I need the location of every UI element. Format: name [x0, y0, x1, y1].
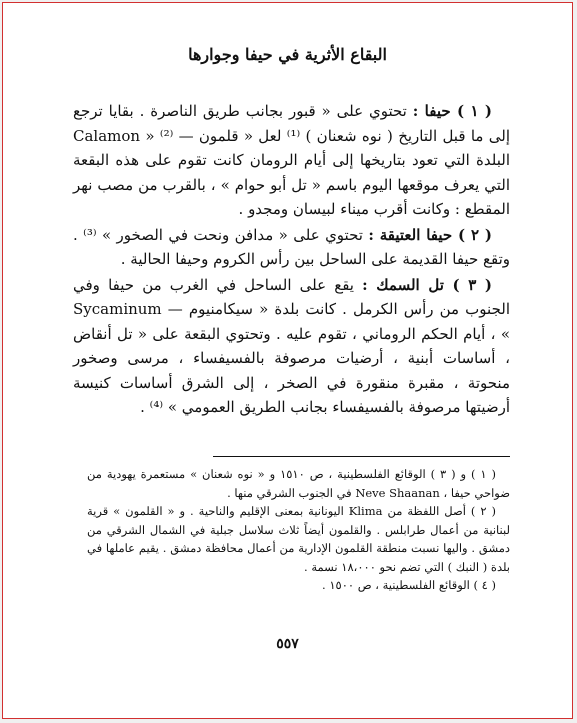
page-frame — [2, 2, 573, 719]
paragraph-lead: ( ٣ ) تل السمك : — [362, 275, 492, 294]
paragraph-text: تحتوي على « مدافن ونحت في الصخور » ⁽³⁾ . وتقع حيفا القديمة على الساحل بين رأس الكروم وحيفا الحالية . — [73, 225, 510, 268]
page-number: ٥٥٧ — [276, 636, 299, 652]
paragraph-text: يقع على الساحل في الغرب من حيفا وفي الجنوب من رأس الكرمل . كانت بلدة « سيكامنيوم — Sycaminum » ، أيام الحكم الروماني ، تقوم عليه . وتحتوي البقعة على « تل أنقاض ، أساسات أبنية ، أرضيات مرصوفة بالفسيفساء ، مرسى وصخور منحوتة ، مقبرة منقورة في الصخر ، إلى الشرق أساسات كنيسة أرضيتها مرصوفة بالفسيفساء بجانب الطريق العمومي » ⁽⁴⁾ . — [73, 275, 510, 416]
footnote-2: ( ٢ ) أصل اللفظة من Klima اليونانية بمعنى الإقليم والناحية . و « القلمون » قرية لبنانية من أعمال طرابلس . والقلمون أيضاً ثلاث سلاسل جبلية في الشمال الشرقي من دمشق . واليها نسبت منطقة القلمون الإدارية من أعمال محافظة دمشق . يقيم عاملها في بلدة ( النبك ) التي تضم نحو ١٨،٠٠٠ نسمة . — [87, 504, 510, 574]
paragraph-haifa — [73, 99, 510, 222]
footnote-4: ( ٤ ) الوقائع الفلسطينية ، ص ١٥٠٠ . — [322, 578, 496, 592]
main-text — [73, 99, 510, 421]
footnote-1-3: ( ١ ) و ( ٣ ) الوقائع الفلسطينية ، ص ١٥١٠ و « نوه شعنان » مستعمرة يهودية من ضواحي حيفا ، Neve Shaanan في الجنوب الشرقي منها . — [87, 467, 510, 500]
paragraph-old-haifa — [73, 223, 510, 272]
footnotes — [87, 465, 510, 595]
book-page — [3, 3, 572, 718]
paragraph-tell-samak — [73, 273, 510, 420]
paragraph-lead: ( ١ ) حيفا : — [412, 102, 492, 120]
paragraph-lead: ( ٢ ) حيفا العتيقة : — [368, 225, 492, 244]
page-title: البقاع الأثرية في حيفا وجوارها — [188, 45, 387, 64]
paragraph-text: تحتوي على « قبور بجانب طريق الناصرة . بقايا ترجع إلى ما قبل التاريخ ( نوه شعنان ) ⁽¹⁾ لعل « قلمون — Calamon » ⁽²⁾ البلدة التي تعود بتاريخها إلى أيام الرومان كانت تقوم على هذه البقعة التي يعرف موقعها اليوم باسم « تل أبو حوام » ، بالقرب من مصب نهر المقطع : وكانت أقرب ميناء لبيسان ومجدو . — [73, 102, 510, 218]
footnote-separator — [213, 456, 510, 457]
